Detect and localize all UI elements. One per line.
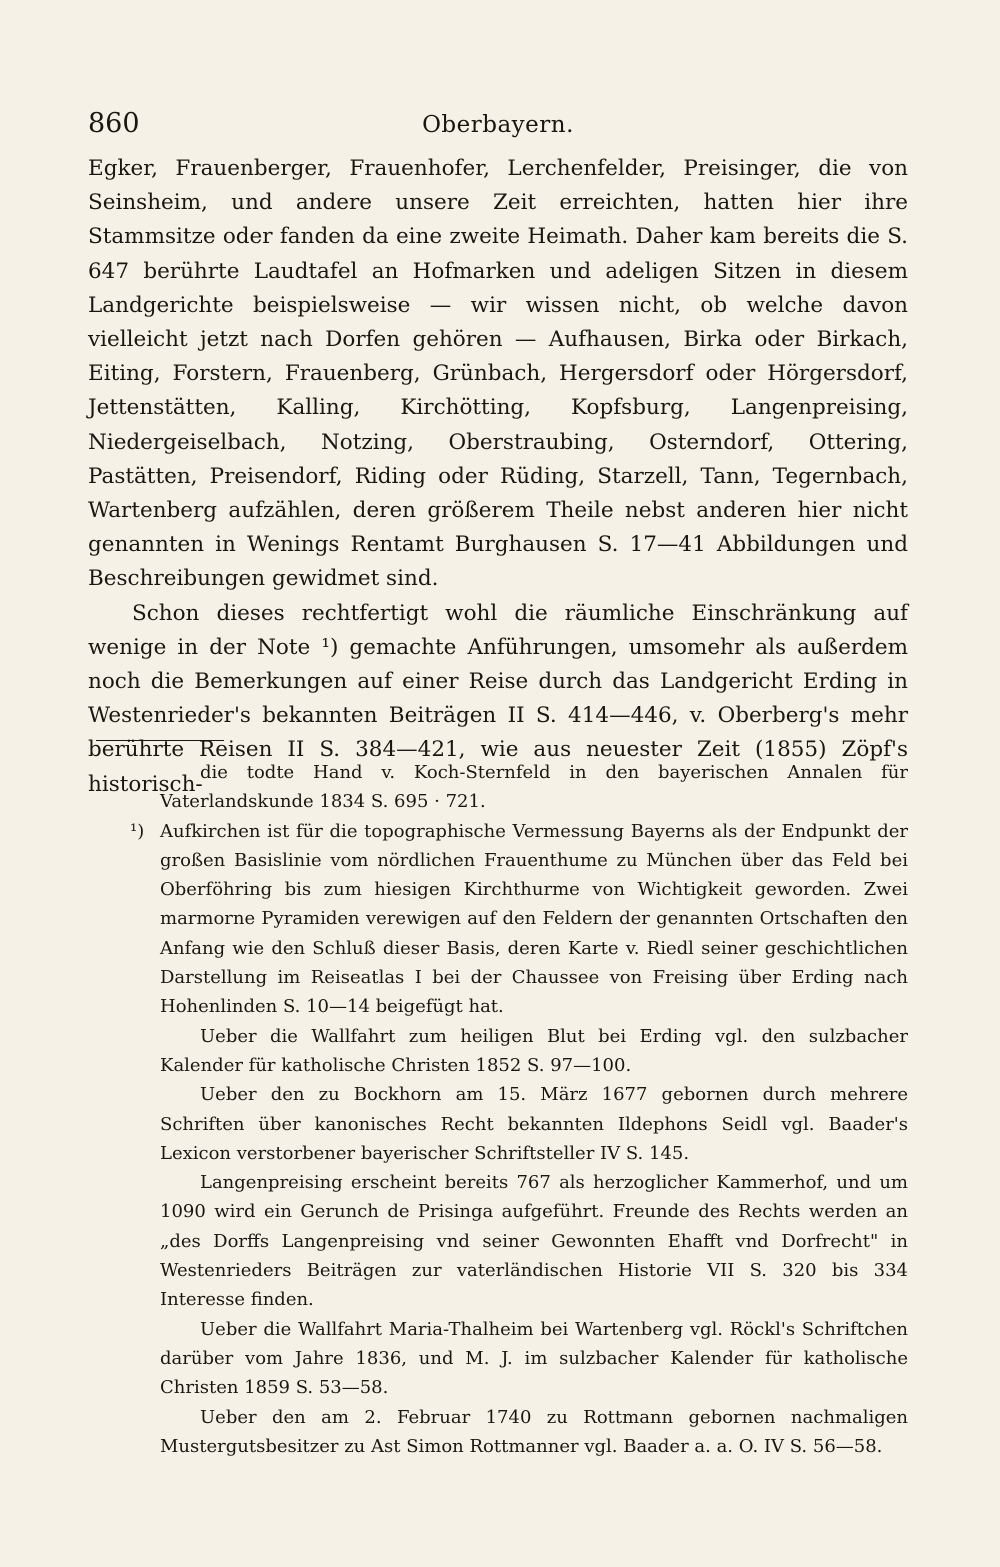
footnote-1	[130, 817, 908, 1022]
footnote-marker: ¹)	[130, 820, 145, 842]
footnote-continuation: die todte Hand v. Koch-Sternfeld in den bayerischen Annalen für Vaterlandskunde 1834 S. 695 · 721.	[160, 762, 908, 813]
footnote-paragraph: Langenpreising erscheint bereits 767 als herzoglicher Kammerhof, und um 1090 wird ein Gerunch de Prisinga aufgeführt. Freunde des Rechts werden an „des Dorffs Langenpreising vnd seiner Gewonnten Ehafft vnd Dorfrecht" in Westenrieders Beiträgen zur vaterländischen Historie VII S. 320 bis 334 Interesse finden.	[160, 1172, 908, 1311]
footnote-paragraph: Ueber den am 2. Februar 1740 zu Rottmann gebornen nachmaligen Mustergutsbesitzer zu Ast Simon Rottmanner vgl. Baader a. a. O. IV S. 56—58.	[160, 1406, 908, 1457]
footnote-paragraph: Ueber den zu Bockhorn am 15. März 1677 gebornen durch mehrere Schriften über kanonisches Recht bekannten Ildephons Seidl vgl. Baader's Lexicon verstorbener bayerischer Schriftsteller IV S. 145.	[160, 1084, 908, 1164]
footnote-text: Aufkirchen ist für die topographische Vermessung Bayerns als der Endpunkt der großen Basislinie vom nördlichen Frauenthume zu München über das Feld bei Oberföhring bis zum hiesigen Kirchthurme von Wichtigkeit geworden. Zwei marmorne Pyramiden verewigen auf den Feldern der genannten Ortschaften den Anfang wie den Schluß dieser Basis, deren Karte v. Riedl seiner geschichtlichen Darstellung im Reiseatlas I bei der Chaussee von Freising über Erding nach Hohenlinden S. 10—14 beigefügt hat.	[160, 820, 908, 1018]
footnote-separator	[96, 740, 224, 741]
footnotes	[130, 758, 908, 1461]
body-paragraph: Schon dieses rechtfertigt wohl die räumliche Einschränkung auf wenige in der Note ¹) gemachte Anführungen, umsomehr als außerdem noch die Bemerkungen auf einer Reise durch das Landgericht Erding in Westenrieder's bekannten Beiträgen II S. 414—446, v. Oberberg's mehr berührte Reisen II S. 384—421, wie aus neuester Zeit (1855) Zöpf's historisch-	[88, 600, 908, 797]
page-number: 860	[88, 108, 140, 139]
footnote-paragraph: Ueber die Wallfahrt Maria-Thalheim bei Wartenberg vgl. Röckl's Schriftchen darüber vom Jahre 1836, und M. J. im sulzbacher Kalender für katholische Christen 1859 S. 53—58.	[160, 1318, 908, 1399]
running-head	[88, 108, 908, 148]
footnote-paragraph: Ueber die Wallfahrt zum heiligen Blut bei Erding vgl. den sulzbacher Kalender für katholische Christen 1852 S. 97—100.	[160, 1025, 908, 1076]
running-title: Oberbayern.	[422, 112, 574, 138]
body-paragraph: Egker, Frauenberger, Frauenhofer, Lerchenfelder, Preisinger, die von Seinsheim, und andere unsere Zeit erreichten, hatten hier ihre Stammsitze oder fanden da eine zweite Heimath. Daher kam bereits die S. 647 berührte Laudtafel an Hofmarken und adeligen Sitzen in diesem Landgerichte beispielsweise — wir wissen nicht, ob welche davon vielleicht jetzt nach Dorfen gehören — Aufhausen, Birka oder Birkach, Eiting, Forstern, Frauenberg, Grünbach, Hergersdorf oder Hörgersdorf, Jettenstätten, Kalling, Kirchötting, Kopfsburg, Langenpreising, Niedergeiselbach, Notzing, Oberstraubing, Osterndorf, Ottering, Pastätten, Preisendorf, Riding oder Rüding, Starzell, Tann, Tegernbach, Wartenberg aufzählen, deren größerem Theile nebst anderen hier nicht genannten in Wenings Rentamt Burghausen S. 17—41 Abbildungen und Beschreibungen gewidmet sind.	[88, 156, 908, 592]
main-text	[88, 152, 908, 802]
